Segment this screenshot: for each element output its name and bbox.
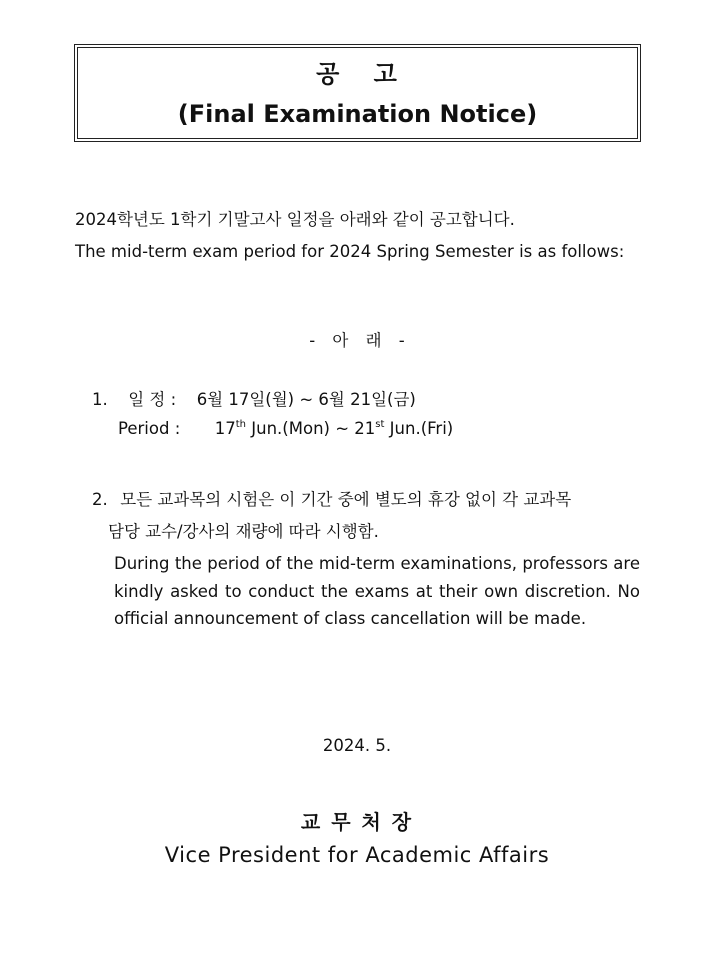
schedule-label-english: Period : — [118, 419, 181, 438]
intro-korean: 2024학년도 1학기 기말고사 일정을 아래와 같이 공고합니다. — [75, 210, 515, 229]
notice-title-korean: 공 고 — [316, 60, 399, 88]
schedule-line-english — [118, 419, 453, 438]
schedule-label-korean: 일 정 : — [128, 390, 177, 409]
signature-title-korean: 교 무 처 장 — [300, 810, 414, 834]
schedule-start-suffix: th — [235, 419, 247, 430]
policy-line2-korean: 담당 교수/강사의 재량에 따라 시행함. — [108, 522, 379, 541]
policy-text-english: During the period of the mid-term examinations, professors are kindly asked to conduct the exams at their own discretion. No official announcement of class cancellation will be made. — [114, 554, 640, 628]
signature-title-english: Vice President for Academic Affairs — [164, 843, 550, 867]
schedule-start-rest: Jun.(Mon) ~ — [246, 419, 355, 438]
separator-label: - 아 래 - — [309, 331, 405, 350]
schedule-line-korean — [92, 386, 416, 410]
policy-text-korean-1: 모든 교과목의 시험은 이 기간 중에 별도의 휴강 없이 각 교과목 — [120, 490, 572, 509]
policy-line1-korean — [92, 486, 571, 510]
notice-title-english: (Final Examination Notice) — [177, 100, 538, 128]
schedule-start-day: 17 — [214, 419, 236, 438]
schedule-number: 1. — [92, 390, 108, 409]
schedule-end-suffix: st — [375, 419, 385, 430]
schedule-end-rest: Jun.(Fri) — [384, 419, 454, 438]
intro-english: The mid-term exam period for 2024 Spring Semester is as follows: — [75, 242, 625, 261]
notice-date: 2024. 5. — [322, 736, 392, 755]
notice-title-box — [77, 47, 638, 139]
schedule-value-korean: 6월 17일(월) ~ 6월 21일(금) — [196, 390, 416, 409]
schedule-end-day: 21 — [354, 419, 376, 438]
policy-number: 2. — [92, 490, 108, 509]
